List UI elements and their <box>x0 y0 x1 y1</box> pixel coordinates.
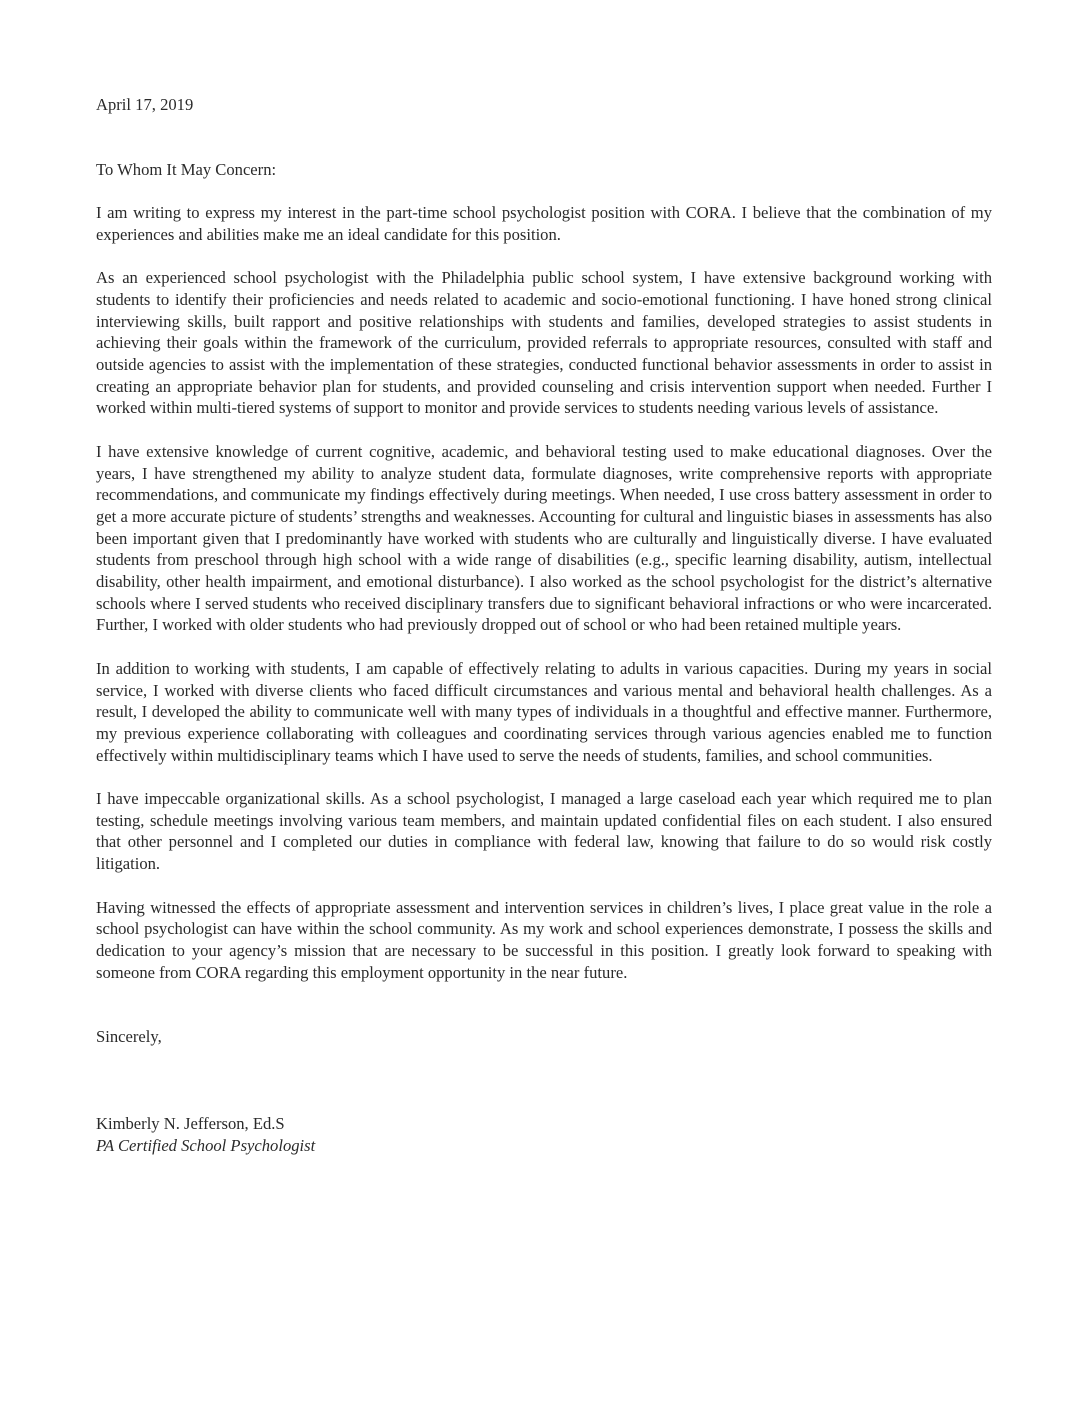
letter-date: April 17, 2019 <box>96 95 194 114</box>
paragraph-experience: As an experienced school psychologist with the Philadelphia public school system, I have extensive background working with students to identify their proficiencies and needs related to academic and socio-emotional functioning. I have honed strong clinical interviewing skills, built rapport and positive relationships with students and families, developed strategies to assist students in achieving their goals within the framework of the curriculum, provided referrals to appropriate resources, consulted with staff and outside agencies to assist with the implementation of these strategies, conducted functional behavior assessments in order to assist in creating an appropriate behavior plan for students, and provided counseling and crisis intervention support when needed. Further I worked within multi-tiered systems of support to monitor and provide services to students needing various levels of assistance. <box>96 268 992 418</box>
paragraph-adult-relations: In addition to working with students, I am capable of effectively relating to adults in various capacities. During my years in social service, I worked with diverse clients who faced difficult circumstances and various mental and behavioral health challenges. As a result, I developed the ability to communicate well with many types of individuals in a thoughtful and effective manner. Furthermore, my previous experience collaborating with colleagues and coordinating services through various agencies enabled me to function effectively within multidisciplinary teams which I have used to serve the needs of students, families, and school communities. <box>96 658 992 765</box>
salutation: To Whom It May Concern: <box>96 159 277 179</box>
paragraph-intro: I am writing to express my interest in the part-time school psychologist position with CORA. I believe that the combination of my experiences and abilities make me an ideal candidate for this position. <box>96 203 992 244</box>
closing: Sincerely, <box>96 1027 162 1047</box>
signer-title: PA Certified School Psychologist <box>96 1135 316 1155</box>
cover-letter <box>96 94 992 1156</box>
paragraph-conclusion: Having witnessed the effects of appropriate assessment and intervention services in children’s lives, I place great value in the role a school psychologist can have within the school community. As my work and school experiences demonstrate, I possess the skills and dedication to your agency’s mission that are necessary to be successful in this position. I greatly look forward to speaking with someone from CORA regarding this employment opportunity in the near future. <box>96 897 992 982</box>
signer-name: Kimberly N. Jefferson, Ed.S <box>96 1114 285 1134</box>
paragraph-testing-knowledge: I have extensive knowledge of current cognitive, academic, and behavioral testing used to make educational diagnoses. Over the years, I have strengthened my ability to analyze student data, formulate diagnoses, write comprehensive reports with appropriate recommendations, and communicate my findings effectively during meetings. When needed, I use cross battery assessment in order to get a more accurate picture of students’ strengths and weaknesses. Accounting for cultural and linguistic biases in assessments has also been important given that I predominantly have worked with students who are culturally and linguistically diverse. I have evaluated students from preschool through high school with a wide range of disabilities (e.g., specific learning disability, autism, intellectual disability, other health impairment, and emotional disturbance). I also worked as the school psychologist for the district’s alternative schools where I served students who received disciplinary transfers due to significant behavioral infractions or who were incarcerated. Further, I worked with older students who had previously dropped out of school or who had been retained multiple years. <box>96 441 992 635</box>
paragraph-organization: I have impeccable organizational skills. As a school psychologist, I managed a large caseload each year which required me to plan testing, schedule meetings involving various team members, and maintain updated confidential files on each student. I also ensured that other personnel and I completed our duties in compliance with federal law, knowing that failure to do so would risk costly litigation. <box>96 789 992 874</box>
